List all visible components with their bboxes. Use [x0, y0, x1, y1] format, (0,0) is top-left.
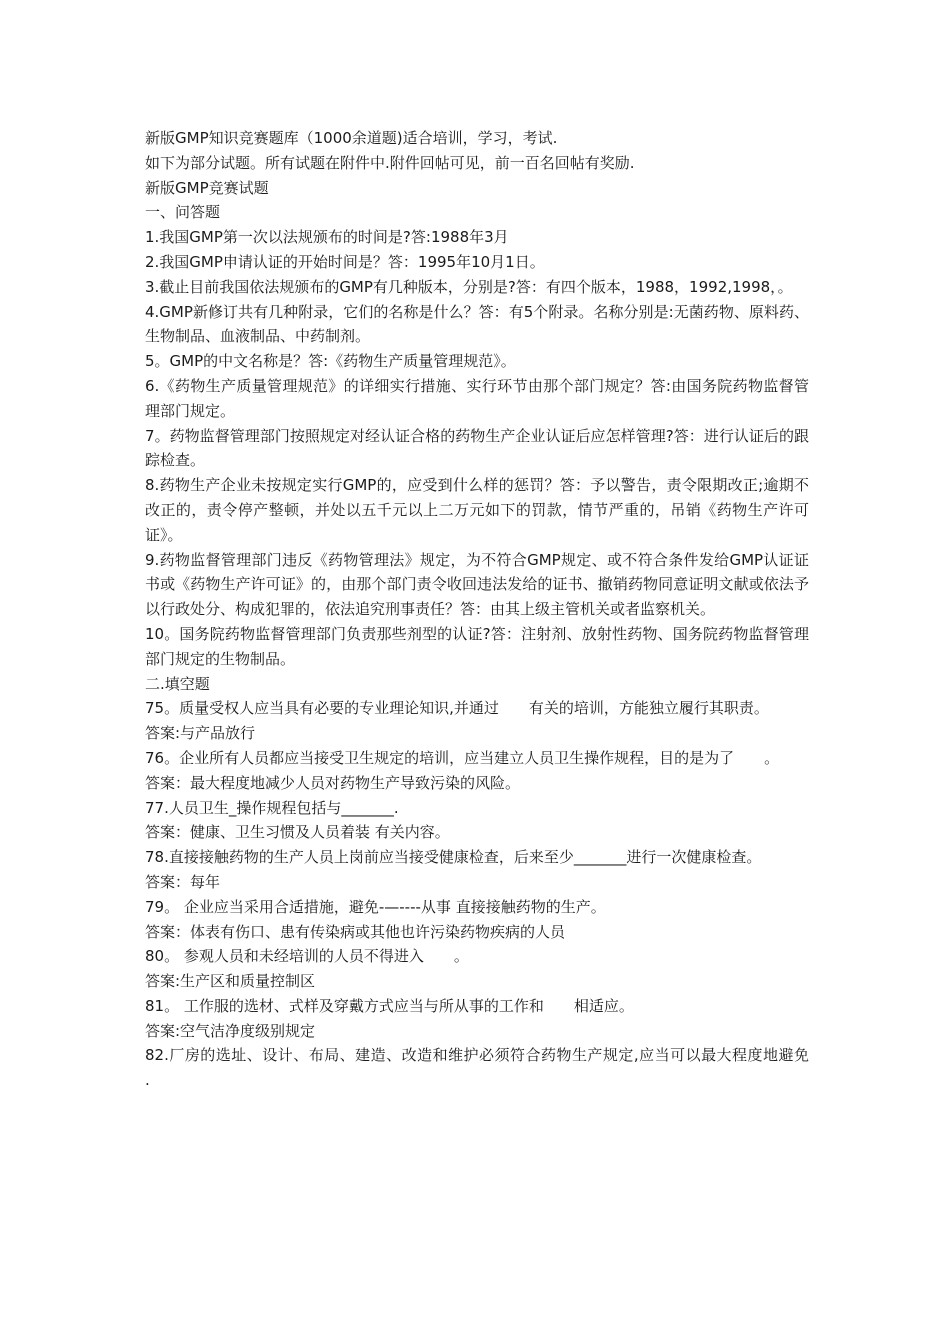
answer-78: 答案：每年 — [145, 872, 221, 891]
answer-80: 答案:生产区和质量控制区 — [145, 972, 316, 991]
answer-75: 答案:与产品放行 — [145, 724, 256, 743]
answer-79: 答案：体表有伤口、患有传染病或其他也许污染药物疾病的人员 — [145, 922, 566, 941]
intro-line: 如下为部分试题。所有试题在附件中.附件回帖可见，前一百名回帖有奖励. — [145, 153, 635, 172]
question-80: 80。 参观人员和未经培训的人员不得进入 。 — [145, 947, 469, 966]
question-75: 75。质量受权人应当具有必要的专业理论知识,并通过 有关的培训，方能独立履行其职责。 — [145, 699, 769, 718]
question-6: 6.《药物生产质量管理规范》的详细实行措施、实行环节由那个部门规定？答:由国务院药物监督管理部门规定。 — [145, 376, 809, 420]
question-10: 10。国务院药物监督管理部门负责那些剂型的认证?答：注射剂、放射性药物、国务院药物监督管理部门规定的生物制品。 — [145, 624, 809, 668]
answer-77: 答案：健康、卫生习惯及人员着装 有关内容。 — [145, 823, 450, 842]
question-78: 78.直接接触药物的生产人员上岗前应当接受健康检查，后来至少_______进行一次健康检查。 — [145, 848, 762, 867]
answer-81: 答案:空气洁净度级别规定 — [145, 1021, 316, 1040]
answer-76: 答案：最大程度地减少人员对药物生产导致污染的风险。 — [145, 773, 521, 792]
question-3: 3.截止目前我国依法规颁布的GMP有几种版本，分别是?答：有四个版本，1988，1992,1998，。 — [145, 277, 793, 296]
question-76: 76。企业所有人员都应当接受卫生规定的培训，应当建立人员卫生操作规程，目的是为了 。 — [145, 748, 780, 767]
question-79: 79。 企业应当采用合适措施，避免-—----从事 直接接触药物的生产。 — [145, 897, 606, 916]
question-1: 1.我国GMP第一次以法规颁布的时间是?答:1988年3月 — [145, 228, 509, 247]
question-8: 8.药物生产企业未按规定实行GMP的，应受到什么样的惩罚？答：予以警告，责令限期改正;逾期不改正的，责令停产整顿，并处以五千元以上二万元如下的罚款，情节严重的，吊销《药物生产许可证》。 — [145, 476, 809, 544]
question-82: 82.厂房的选址、设计、布局、建造、改造和维护必须符合药物生产规定,应当可以最大程度地避免 . — [145, 1046, 840, 1090]
section-heading-qa: 一、问答题 — [145, 203, 221, 222]
question-4: 4.GMP新修订共有几种附录，它们的名称是什么？答：有5个附录。名称分别是:无菌药物、原料药、生物制品、血液制品、中药制剂。 — [145, 302, 809, 346]
question-5: 5。GMP的中文名称是？答:《药物生产质量管理规范》。 — [145, 352, 516, 371]
section-heading-fill: 二.填空题 — [145, 674, 210, 693]
question-81: 81。 工作服的选材、式样及穿戴方式应当与所从事的工作和 相适应。 — [145, 996, 634, 1015]
question-77: 77.人员卫生_操作规程包括与_______. — [145, 798, 399, 817]
question-7: 7。药物监督管理部门按照规定对经认证合格的药物生产企业认证后应怎样管理?答：进行认证后的跟踪检查。 — [145, 426, 809, 470]
section-title: 新版GMP竞赛试题 — [145, 178, 269, 197]
question-9: 9.药物监督管理部门违反《药物管理法》规定，为不符合GMP规定、或不符合条件发给GMP认证证书或《药物生产许可证》的，由那个部门责令收回违法发给的证书、撤销药物同意证明文献或依法予以行政处分、构成犯罪的，依法追究刑事责任？答：由其上级主管机关或者监察机关。 — [145, 550, 809, 619]
document-title-line: 新版GMP知识竞赛题库（1000余道题)适合培训，学习，考试. — [145, 129, 558, 147]
document-page — [145, 126, 840, 1093]
question-2: 2.我国GMP申请认证的开始时间是？答：1995年10月1日。 — [145, 252, 545, 271]
